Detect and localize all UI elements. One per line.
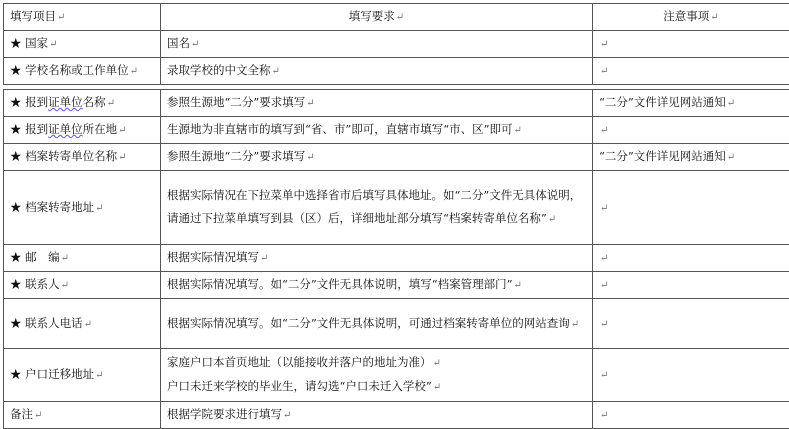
note-cell: ↵ — [593, 245, 789, 272]
field-cell: ★ 学校名称或工作单位↵ — [4, 58, 161, 85]
field-cell: ★ 联系人电话↵ — [4, 299, 161, 349]
table-row — [4, 272, 789, 299]
requirement-cell: 国名↵ — [161, 31, 593, 58]
field-cell: ★ 报到证单位所在地↵ — [4, 117, 161, 144]
requirement-cell: 根据实际情况填写↵ — [161, 245, 593, 272]
note-cell: ↵ — [593, 299, 789, 349]
table-row — [4, 144, 789, 171]
table-row — [4, 90, 789, 117]
requirement-cell: 根据实际情况在下拉菜单中选择省市后填写具体地址。如“二分”文件无具体说明，请通过下拉菜单填写到县（区）后，详细地址部分填写“档案转寄单位名称”↵ — [161, 171, 593, 245]
header-note: 注意事项↵ — [593, 4, 789, 31]
requirement-cell: 根据学院要求进行填写↵ — [161, 402, 593, 429]
note-cell: “二分”文件详见网站通知↵ — [593, 144, 789, 171]
requirement-cell: 生源地为非直辖市的填写到“省、市”即可，直辖市填写“市、区”即可↵ — [161, 117, 593, 144]
requirement-cell: 参照生源地“二分”要求填写↵ — [161, 144, 593, 171]
header-requirement: 填写要求↵ — [161, 4, 593, 31]
requirements-table-main — [3, 89, 789, 429]
note-cell: ↵ — [593, 402, 789, 429]
note-cell: ↵ — [593, 31, 789, 58]
table-header-row — [4, 4, 789, 31]
field-cell: 备注↵ — [4, 402, 161, 429]
table-row — [4, 349, 789, 402]
requirement-cell: 参照生源地“二分”要求填写↵ — [161, 90, 593, 117]
table-row — [4, 117, 789, 144]
note-cell: ↵ — [593, 117, 789, 144]
table-row — [4, 31, 789, 58]
requirement-line: 户口未迁来学校的毕业生，请勾选“户口未迁入学校”↵ — [167, 375, 586, 399]
header-field: 填写项目↵ — [4, 4, 161, 31]
requirement-cell: 根据实际情况填写。如“二分”文件无具体说明，填写“档案管理部门”↵ — [161, 272, 593, 299]
field-cell: ★ 户口迁移地址↵ — [4, 349, 161, 402]
requirement-cell: 录取学校的中文全称↵ — [161, 58, 593, 85]
note-cell: ↵ — [593, 58, 789, 85]
field-cell: ★ 报到证单位名称↵ — [4, 90, 161, 117]
requirement-cell: 根据实际情况填写。如“二分”文件无具体说明，可通过档案转寄单位的网站查询↵ — [161, 299, 593, 349]
requirement-cell — [161, 349, 593, 402]
table-row — [4, 245, 789, 272]
field-cell: ★ 邮 编↵ — [4, 245, 161, 272]
table-row — [4, 171, 789, 245]
note-cell: ↵ — [593, 349, 789, 402]
field-cell: ★ 档案转寄单位名称↵ — [4, 144, 161, 171]
note-cell: ↵ — [593, 272, 789, 299]
requirements-table-top — [3, 3, 789, 85]
field-cell: ★ 国家↵ — [4, 31, 161, 58]
requirement-line: 家庭户口本首页地址（以能接收并落户的地址为准）↵ — [167, 351, 586, 375]
note-cell: ↵ — [593, 171, 789, 245]
table-row — [4, 299, 789, 349]
field-cell: ★ 联系人↵ — [4, 272, 161, 299]
table-row — [4, 402, 789, 429]
note-cell: “二分”文件详见网站通知↵ — [593, 90, 789, 117]
table-row — [4, 58, 789, 85]
field-cell: ★ 档案转寄地址↵ — [4, 171, 161, 245]
